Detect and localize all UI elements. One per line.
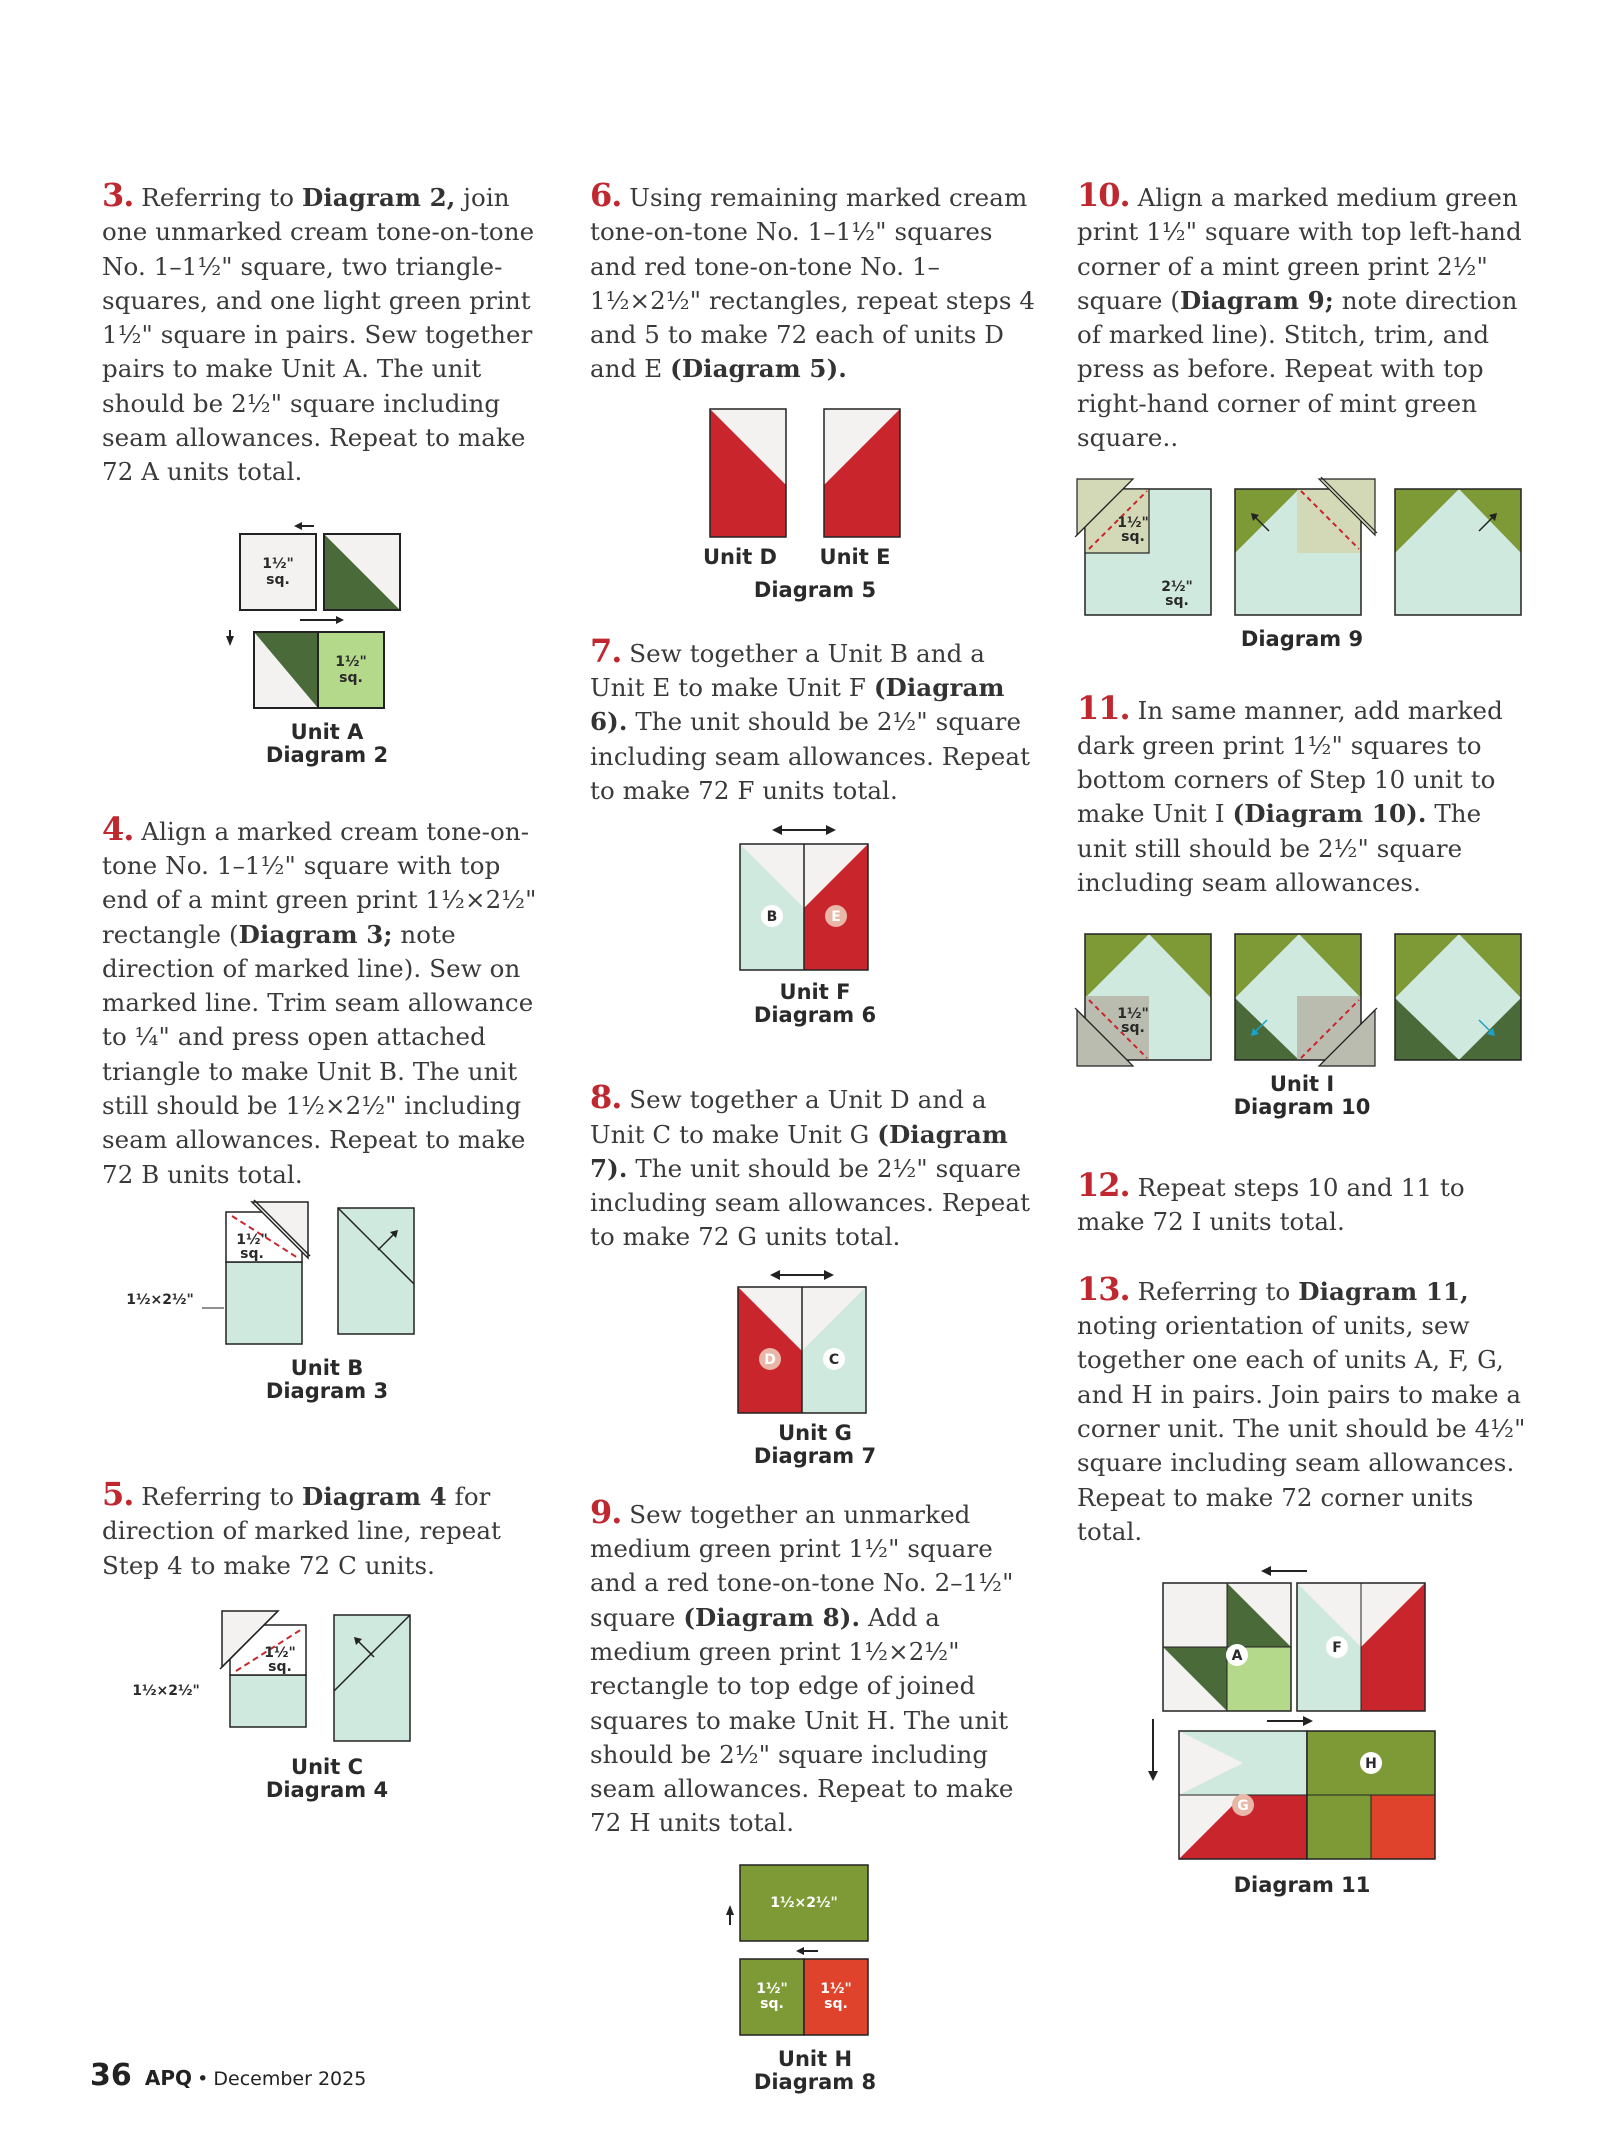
d2-sq-label: 1½"	[262, 555, 294, 572]
d4-rect-label: 1½×2½"	[132, 1682, 200, 1699]
diagram-7	[590, 1255, 1040, 1495]
svg-text:sq.: sq.	[824, 1995, 848, 2012]
diagram-8	[590, 1841, 1040, 2094]
column-3	[1077, 176, 1527, 1898]
step-4: 4. Align a marked cream tone-on-tone No. 1–1½" square with top end of a mint green print 1½×2½" rectangle (Diagram 3; note direction of marked line). Sew on marked line. Trim seam allowance to ¼" and press open attached triangle to make Unit B. The unit still should be 1½×2½" including seam allowances. Repeat to make 72 B units total.	[102, 809, 537, 1189]
d11-a-badge: A	[1231, 1648, 1243, 1665]
d4-diagram-caption: Diagram 4	[265, 1777, 389, 1802]
column-2	[590, 176, 1040, 2094]
d6-e-badge: E	[831, 909, 841, 926]
d5-diagram-caption: Diagram 5	[753, 577, 877, 602]
svg-text:sq.: sq.	[1121, 529, 1145, 546]
d3-diagram-caption: Diagram 3	[265, 1378, 389, 1403]
d9-diagram-caption: Diagram 9	[1240, 627, 1364, 652]
diagram-2	[102, 490, 552, 812]
diagram-6	[590, 808, 1040, 1080]
d3-rect-label: 1½×2½"	[126, 1291, 194, 1308]
svg-text:2½": 2½"	[1161, 579, 1193, 596]
diagram-4	[102, 1583, 552, 1833]
step-8: 8. Sew together a Unit D and a Unit C to make Unit G (Diagram 7). The unit should be 2½" square including seam allowances. Repeat to make 72 G units total.	[590, 1078, 1031, 1252]
diagram-5	[590, 387, 1040, 634]
d11-h-badge: H	[1365, 1756, 1377, 1773]
diagram-10	[1077, 900, 1527, 1168]
diagram-11-art	[1077, 1549, 1537, 1815]
diagram-9	[1077, 455, 1527, 691]
d10-unit-caption: Unit I	[1269, 1072, 1335, 1097]
diagram-3	[102, 1192, 552, 1477]
svg-text:1½": 1½"	[756, 1980, 788, 1997]
d8-diagram-caption: Diagram 8	[753, 2069, 877, 2094]
diagram-10-art	[1077, 900, 1537, 1100]
svg-text:1½": 1½"	[335, 653, 367, 670]
d11-g-badge: G	[1237, 1798, 1249, 1815]
svg-text:sq.: sq.	[268, 1658, 292, 1675]
step-6: 6. Using remaining marked cream tone-on-tone No. 1–1½" squares and red tone-on-tone No. 1–1½×2½" rectangles, repeat steps 4 and 5 to make 72 each of units D and E (Diagram 5).	[590, 176, 1036, 384]
diagram-8-art	[590, 1841, 1040, 2061]
d10-diagram-caption: Diagram 10	[1233, 1095, 1371, 1120]
step-11: 11. In same manner, add marked dark green print 1½" squares to bottom corners of Step 10 unit to make Unit I (Diagram 10). The unit still should be 2½" square including seam allowances.	[1077, 689, 1503, 897]
d11-diagram-caption: Diagram 11	[1233, 1873, 1371, 1898]
step-12: 12. Repeat steps 10 and 11 to make 72 I units total.	[1077, 1166, 1465, 1237]
d2-diagram-caption: Diagram 2	[265, 742, 389, 767]
d3-unit-caption: Unit B	[290, 1355, 364, 1380]
page-number: 36	[90, 2058, 132, 2093]
diagram-6-art	[590, 808, 1040, 1008]
svg-text:sq.: sq.	[1165, 593, 1189, 610]
d6-b-badge: B	[766, 909, 778, 926]
svg-text:sq.: sq.	[760, 1995, 784, 2012]
d6-unit-caption: Unit F	[779, 980, 851, 1005]
diagram-9-art	[1077, 455, 1537, 655]
page-footer	[90, 2058, 366, 2093]
step-9: 9. Sew together an unmarked medium green print 1½" square and a red tone-on-tone No. 2–1½" square (Diagram 8). Add a medium green print 1½×2½" rectangle to top edge of joined squares to make Unit H. The unit should be 2½" square including seam allowances. Repeat to make 72 H units total.	[590, 1492, 1014, 1838]
step-3: 3. Referring to Diagram 2, join one unmarked cream tone-on-tone No. 1–1½" square, two triangle-squares, and one light green print 1½" square in pairs. Sew together pairs to make Unit A. The unit should be 2½" square including seam allowances. Repeat to make 72 A units total.	[102, 176, 535, 487]
svg-text:1½": 1½"	[264, 1644, 296, 1661]
d6-diagram-caption: Diagram 6	[753, 1003, 877, 1028]
column-1	[102, 178, 552, 1833]
svg-text:1½": 1½"	[236, 1231, 268, 1248]
svg-text:1½": 1½"	[1117, 1006, 1149, 1023]
d8-rect-label: 1½×2½"	[770, 1894, 838, 1911]
step-7: 7. Sew together a Unit B and a Unit E to make Unit F (Diagram 6). The unit should be 2½" square including seam allowances. Repeat to make 72 F units total.	[590, 631, 1031, 805]
d7-c-badge: C	[828, 1351, 840, 1368]
step-13: 13. Referring to Diagram 11, noting orientation of units, sew together one each of units A, F, G, and H in pairs. Join pairs to make a corner unit. The unit should be 4½" square including seam allowances. Repeat to make 72 corner units total.	[1077, 1269, 1526, 1546]
d5-unit-d-caption: Unit D	[703, 544, 777, 569]
step-5: 5. Referring to Diagram 4 for direction of marked line, repeat Step 4 to make 72 C units.	[102, 1474, 501, 1580]
d5-unit-e-caption: Unit E	[819, 544, 891, 569]
svg-text:sq.: sq.	[240, 1245, 264, 1262]
step-10: 10. Align a marked medium green print 1½" square with top left-hand corner of a mint green print 2½" square (Diagram 9; note direction of marked line). Stitch, trim, and press as before. Repeat with top right-hand corner of mint green square..	[1077, 176, 1522, 453]
d11-f-badge: F	[1332, 1640, 1342, 1657]
svg-text:1½": 1½"	[1117, 515, 1149, 532]
footer-separator: •	[197, 2068, 209, 2090]
d7-unit-caption: Unit G	[778, 1420, 852, 1445]
magazine-name: APQ	[144, 2066, 192, 2090]
d8-unit-caption: Unit H	[777, 2046, 853, 2071]
d4-unit-caption: Unit C	[291, 1754, 363, 1779]
d7-diagram-caption: Diagram 7	[753, 1443, 877, 1468]
svg-text:1½": 1½"	[820, 1980, 852, 1997]
d2-unit-caption: Unit A	[290, 719, 364, 744]
d7-d-badge: D	[764, 1351, 776, 1368]
svg-text:sq.: sq.	[339, 669, 363, 686]
svg-text:sq.: sq.	[266, 571, 290, 588]
issue-date: December 2025	[213, 2068, 367, 2090]
diagram-11	[1077, 1549, 1527, 1898]
svg-text:sq.: sq.	[1121, 1020, 1145, 1037]
